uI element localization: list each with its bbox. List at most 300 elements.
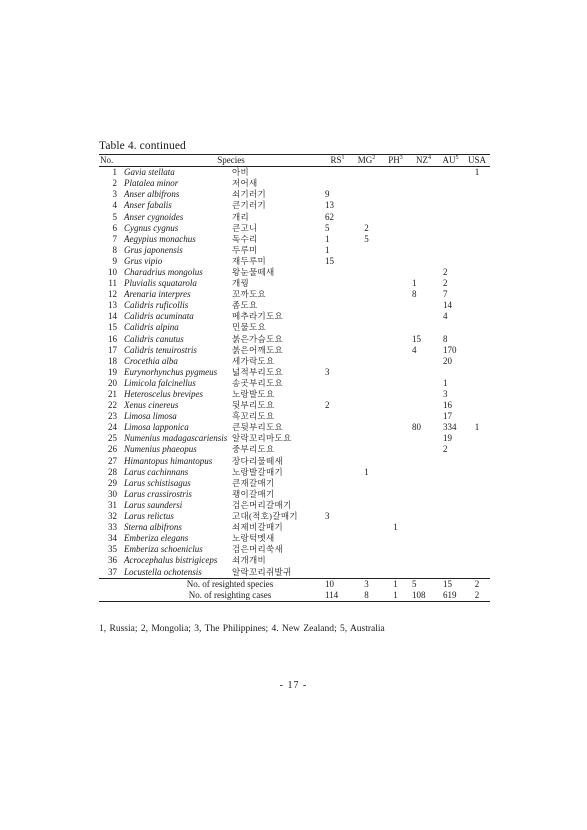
- count-usa: [464, 300, 490, 311]
- table-row: [99, 444, 490, 455]
- count-nz: [410, 378, 437, 389]
- count-au: [437, 489, 464, 500]
- scientific-name: Anser fabalis: [124, 200, 172, 211]
- count-nz: [410, 322, 437, 333]
- table-footnote: 1, Russia; 2, Mongolia; 3, The Philippines; 4. New Zealand; 5, Australia: [99, 624, 385, 634]
- row-number: 28: [108, 466, 117, 477]
- count-nz: [410, 533, 437, 544]
- count-ph: [381, 422, 410, 433]
- scientific-name: Limosa limosa: [124, 411, 177, 422]
- count-mg: [352, 511, 381, 522]
- count-ph: [381, 311, 410, 322]
- count-rs: 15: [325, 255, 334, 266]
- table-row: [99, 267, 490, 278]
- count-au: 20: [443, 355, 452, 366]
- table-row: [99, 511, 490, 522]
- count-ph: [381, 500, 410, 511]
- count-nz: [410, 311, 437, 322]
- count-usa: [464, 566, 490, 578]
- row-number: 11: [108, 278, 117, 289]
- count-nz: 1: [412, 278, 417, 289]
- count-usa: [464, 378, 490, 389]
- scientific-name: Calidris canutus: [124, 333, 184, 344]
- scientific-name: Limicola falcinellus: [124, 377, 196, 388]
- count-nz: [410, 467, 437, 478]
- row-number: 29: [108, 477, 117, 488]
- scientific-name: Numenius phaeopus: [124, 444, 197, 455]
- korean-name: 노랑발갈매기: [232, 466, 284, 477]
- count-rs: [323, 422, 352, 433]
- row-number: 22: [108, 400, 117, 411]
- count-usa: [464, 256, 490, 267]
- korean-name: 노랑턱멧새: [232, 533, 275, 544]
- korean-name: 세가락도요: [232, 355, 275, 366]
- summary-rs: 114: [323, 590, 352, 602]
- count-ph: [381, 544, 410, 555]
- korean-name: 흑꼬리도요: [232, 411, 275, 422]
- table-row: [99, 322, 490, 333]
- count-usa: [464, 334, 490, 345]
- row-number: 27: [108, 455, 117, 466]
- count-usa: [464, 433, 490, 444]
- count-rs: [323, 289, 352, 300]
- count-au: 334: [443, 422, 457, 433]
- count-au: [437, 467, 464, 478]
- count-ph: [381, 189, 410, 200]
- count-nz: [410, 300, 437, 311]
- summary-usa: 2: [464, 578, 490, 590]
- count-nz: [410, 456, 437, 467]
- count-rs: [323, 378, 352, 389]
- korean-name: 쇠제비갈매기: [232, 522, 284, 533]
- table-row: [99, 311, 490, 322]
- count-rs: [323, 356, 352, 367]
- table-row: [99, 378, 490, 389]
- count-au: 2: [443, 278, 448, 289]
- col-header-usa: USA: [464, 155, 490, 167]
- count-usa: [464, 489, 490, 500]
- scientific-name: Eurynorhynchus pygmeus: [124, 366, 218, 377]
- count-mg: [352, 533, 381, 544]
- table-row: [99, 389, 490, 400]
- count-au: 170: [443, 344, 457, 355]
- count-mg: [352, 167, 381, 179]
- count-mg: [352, 422, 381, 433]
- count-nz: [410, 234, 437, 245]
- count-rs: 3: [325, 511, 330, 522]
- korean-name: 꼬까도요: [232, 289, 267, 300]
- table-row: [99, 356, 490, 367]
- scientific-name: Larus cachinnans: [124, 466, 189, 477]
- count-ph: [381, 256, 410, 267]
- count-ph: [381, 234, 410, 245]
- row-number: 19: [108, 366, 117, 377]
- count-au: [437, 211, 464, 222]
- count-au: [437, 234, 464, 245]
- korean-name: 메추라기도요: [232, 311, 284, 322]
- summary-row-cases: [99, 590, 490, 602]
- korean-name: 중부리도요: [232, 444, 275, 455]
- scientific-name: Larus crassirostris: [124, 488, 192, 499]
- row-number: 26: [108, 444, 117, 455]
- count-ph: [381, 489, 410, 500]
- count-rs: [323, 478, 352, 489]
- count-nz: [410, 500, 437, 511]
- count-mg: [352, 444, 381, 455]
- count-usa: [464, 367, 490, 378]
- count-ph: [381, 322, 410, 333]
- count-rs: 1: [325, 233, 330, 244]
- korean-name: 넓적부리도요: [232, 366, 284, 377]
- count-rs: [323, 522, 352, 533]
- table-row: [99, 433, 490, 444]
- table-row: [99, 245, 490, 256]
- count-au: 17: [443, 411, 452, 422]
- row-number: 4: [112, 200, 117, 211]
- scientific-name: Calidris alpina: [124, 322, 179, 333]
- row-number: 20: [108, 377, 117, 388]
- count-nz: [410, 544, 437, 555]
- summary-usa: 2: [464, 590, 490, 602]
- count-ph: [381, 267, 410, 278]
- count-rs: [323, 456, 352, 467]
- count-usa: [464, 311, 490, 322]
- count-ph: [381, 345, 410, 356]
- scientific-name: Anser albifrons: [124, 189, 180, 200]
- row-number: 7: [112, 233, 117, 244]
- col-header-mg: $MG^2$: [352, 155, 381, 167]
- scientific-name: Calidris acuminata: [124, 311, 194, 322]
- summary-label: No. of resighted species: [99, 578, 323, 590]
- count-nz: 8: [412, 289, 417, 300]
- count-rs: 3: [325, 366, 330, 377]
- row-number: 12: [108, 289, 117, 300]
- col-header-nz: $NZ^4$: [410, 155, 437, 167]
- count-nz: [410, 367, 437, 378]
- count-mg: [352, 389, 381, 400]
- count-nz: [410, 400, 437, 411]
- count-ph: [381, 178, 410, 189]
- korean-name: 큰재갈매기: [232, 477, 275, 488]
- scientific-name: Xenus cinereus: [124, 400, 179, 411]
- col-header-au: $AU^5$: [437, 155, 464, 167]
- korean-name: 붉은가슴도요: [232, 333, 284, 344]
- table-row: [99, 533, 490, 544]
- count-usa: [464, 411, 490, 422]
- count-ph: [381, 289, 410, 300]
- count-rs: [323, 533, 352, 544]
- count-rs: [323, 566, 352, 578]
- count-nz: [410, 433, 437, 444]
- count-rs: 1: [325, 244, 330, 255]
- korean-name: 알락꼬리마도요: [232, 433, 292, 444]
- count-ph: [381, 367, 410, 378]
- count-nz: [410, 389, 437, 400]
- count-au: [437, 245, 464, 256]
- table-row: [99, 300, 490, 311]
- table-row: [99, 400, 490, 411]
- scientific-name: Anser cygnoides: [124, 211, 184, 222]
- count-nz: [410, 566, 437, 578]
- summary-mg: 3: [352, 578, 381, 590]
- count-nz: 15: [412, 333, 421, 344]
- count-mg: 5: [364, 233, 369, 244]
- count-mg: [352, 566, 381, 578]
- count-rs: [323, 500, 352, 511]
- count-rs: [323, 311, 352, 322]
- count-usa: [464, 322, 490, 333]
- table-row: [99, 566, 490, 578]
- table-row: [99, 456, 490, 467]
- count-mg: [352, 178, 381, 189]
- scientific-name: Charadrius mongolus: [124, 266, 203, 277]
- count-au: [437, 544, 464, 555]
- row-number: 30: [108, 488, 117, 499]
- row-number: 14: [108, 311, 117, 322]
- count-ph: [381, 411, 410, 422]
- korean-name: 큰기러기: [232, 200, 267, 211]
- table-row: [99, 167, 490, 179]
- table-row: [99, 422, 490, 433]
- summary-rs: 10: [323, 578, 352, 590]
- korean-name: 붉은어깨도요: [232, 344, 284, 355]
- row-number: 23: [108, 411, 117, 422]
- count-nz: [410, 511, 437, 522]
- row-number: 34: [108, 533, 117, 544]
- count-usa: [464, 389, 490, 400]
- count-mg: [352, 456, 381, 467]
- scientific-name: Grus japonensis: [124, 244, 183, 255]
- count-au: 4: [443, 311, 448, 322]
- count-rs: [323, 544, 352, 555]
- korean-name: 쇠개개비: [232, 555, 267, 566]
- row-number: 15: [108, 322, 117, 333]
- count-rs: 13: [325, 200, 334, 211]
- count-au: 14: [443, 300, 452, 311]
- summary-nz: 5: [410, 578, 437, 590]
- page-number: - 17 -: [279, 680, 308, 691]
- scientific-name: Larus schistisagus: [124, 477, 191, 488]
- count-au: 16: [443, 400, 452, 411]
- count-usa: [464, 444, 490, 455]
- count-ph: [381, 356, 410, 367]
- count-au: 1: [443, 377, 448, 388]
- scientific-name: Larus relictus: [124, 511, 174, 522]
- count-usa: [464, 511, 490, 522]
- korean-name: 검은머리갈매기: [232, 499, 292, 510]
- count-nz: [410, 267, 437, 278]
- count-ph: [381, 555, 410, 566]
- count-ph: [381, 334, 410, 345]
- count-au: [437, 367, 464, 378]
- row-number: 2: [112, 178, 117, 189]
- table-row: [99, 500, 490, 511]
- table-row: [99, 256, 490, 267]
- count-rs: [323, 467, 352, 478]
- count-ph: [381, 223, 410, 234]
- count-mg: [352, 555, 381, 566]
- row-number: 1: [112, 167, 117, 178]
- scientific-name: Gavia stellata: [124, 167, 175, 178]
- count-usa: [464, 544, 490, 555]
- count-au: [437, 522, 464, 533]
- count-rs: [323, 178, 352, 189]
- count-mg: [352, 367, 381, 378]
- col-header-no: No.: [99, 155, 121, 167]
- count-ph: [381, 400, 410, 411]
- count-au: [437, 566, 464, 578]
- count-nz: [410, 478, 437, 489]
- count-au: 3: [443, 389, 448, 400]
- korean-name: 장다리물떼새: [232, 455, 284, 466]
- count-rs: [323, 411, 352, 422]
- count-usa: [464, 234, 490, 245]
- count-nz: [410, 444, 437, 455]
- count-rs: [323, 334, 352, 345]
- table-row: [99, 345, 490, 356]
- count-mg: [352, 411, 381, 422]
- korean-name: 재두루미: [232, 255, 267, 266]
- count-ph: [381, 300, 410, 311]
- count-usa: [464, 478, 490, 489]
- count-rs: [323, 345, 352, 356]
- scientific-name: Emberiza schoeniclus: [124, 544, 203, 555]
- table-row: [99, 478, 490, 489]
- count-mg: [352, 433, 381, 444]
- count-rs: [323, 489, 352, 500]
- scientific-name: Pluvialis squatarola: [124, 278, 197, 289]
- row-number: 36: [108, 555, 117, 566]
- row-number: 37: [108, 566, 117, 577]
- scientific-name: Arenaria interpres: [124, 289, 191, 300]
- count-usa: [464, 467, 490, 478]
- count-usa: [464, 555, 490, 566]
- count-nz: [410, 245, 437, 256]
- table-caption: Table 4. continued: [99, 140, 186, 152]
- col-header-species: Species: [121, 155, 323, 167]
- count-usa: [464, 522, 490, 533]
- count-au: [437, 167, 464, 179]
- korean-name: 쇠기러기: [232, 189, 267, 200]
- table-header-row: [99, 155, 490, 167]
- count-usa: [464, 400, 490, 411]
- row-number: 24: [108, 422, 117, 433]
- row-number: 35: [108, 544, 117, 555]
- count-ph: 1: [393, 522, 398, 533]
- row-number: 17: [108, 344, 117, 355]
- korean-name: 아비: [232, 167, 250, 178]
- korean-name: 괭이갈매기: [232, 488, 275, 499]
- count-au: [437, 500, 464, 511]
- summary-ph: 1: [381, 590, 410, 602]
- count-nz: 80: [412, 422, 421, 433]
- table-row: [99, 555, 490, 566]
- count-mg: [352, 289, 381, 300]
- count-ph: [381, 200, 410, 211]
- count-mg: [352, 211, 381, 222]
- table-row: [99, 178, 490, 189]
- count-mg: [352, 356, 381, 367]
- scientific-name: Locustella ochotensis: [124, 566, 202, 577]
- scientific-name: Emberiza elegans: [124, 533, 189, 544]
- summary-au: 15: [437, 578, 464, 590]
- count-au: 2: [443, 444, 448, 455]
- count-mg: [352, 500, 381, 511]
- count-au: [437, 456, 464, 467]
- count-mg: [352, 544, 381, 555]
- korean-name: 왕눈물떼새: [232, 266, 275, 277]
- count-au: [437, 322, 464, 333]
- scientific-name: Himantopus himantopus: [124, 455, 213, 466]
- count-nz: [410, 356, 437, 367]
- count-au: [437, 478, 464, 489]
- count-rs: [323, 322, 352, 333]
- row-number: 21: [108, 389, 117, 400]
- count-usa: [464, 211, 490, 222]
- table-row: [99, 334, 490, 345]
- count-au: [437, 223, 464, 234]
- count-rs: [323, 444, 352, 455]
- count-usa: [464, 267, 490, 278]
- scientific-name: Calidris tenuirostris: [124, 344, 197, 355]
- count-usa: [464, 200, 490, 211]
- scientific-name: Numenius madagascariensis: [124, 433, 228, 444]
- count-ph: [381, 533, 410, 544]
- row-number: 32: [108, 511, 117, 522]
- count-au: [437, 555, 464, 566]
- count-ph: [381, 245, 410, 256]
- count-nz: 4: [412, 344, 417, 355]
- scientific-name: Grus vipio: [124, 255, 163, 266]
- table-row: [99, 289, 490, 300]
- count-usa: [464, 245, 490, 256]
- count-rs: [323, 300, 352, 311]
- count-nz: [410, 522, 437, 533]
- count-rs: [323, 555, 352, 566]
- count-mg: [352, 256, 381, 267]
- scientific-name: Crocethia alba: [124, 355, 178, 366]
- korean-name: 노랑발도요: [232, 389, 275, 400]
- count-rs: [323, 389, 352, 400]
- table-row: [99, 278, 490, 289]
- count-usa: [464, 278, 490, 289]
- count-usa: [464, 223, 490, 234]
- count-mg: [352, 189, 381, 200]
- count-au: 8: [443, 333, 448, 344]
- row-number: 31: [108, 499, 117, 510]
- row-number: 6: [112, 222, 117, 233]
- species-table: [99, 154, 490, 602]
- row-number: 3: [112, 189, 117, 200]
- scientific-name: Heteroscelus brevipes: [124, 389, 204, 400]
- table-row: [99, 211, 490, 222]
- row-number: 25: [108, 433, 117, 444]
- korean-name: 송곳부리도요: [232, 377, 284, 388]
- count-usa: [464, 178, 490, 189]
- count-mg: [352, 267, 381, 278]
- row-number: 9: [112, 255, 117, 266]
- table-row: [99, 467, 490, 478]
- table-row: [99, 522, 490, 533]
- summary-mg: 8: [352, 590, 381, 602]
- korean-name: 민물도요: [232, 322, 267, 333]
- scientific-name: Sterna albifrons: [124, 522, 182, 533]
- count-usa: 1: [474, 422, 480, 433]
- count-mg: [352, 300, 381, 311]
- count-usa: [464, 356, 490, 367]
- count-ph: [381, 211, 410, 222]
- count-ph: [381, 389, 410, 400]
